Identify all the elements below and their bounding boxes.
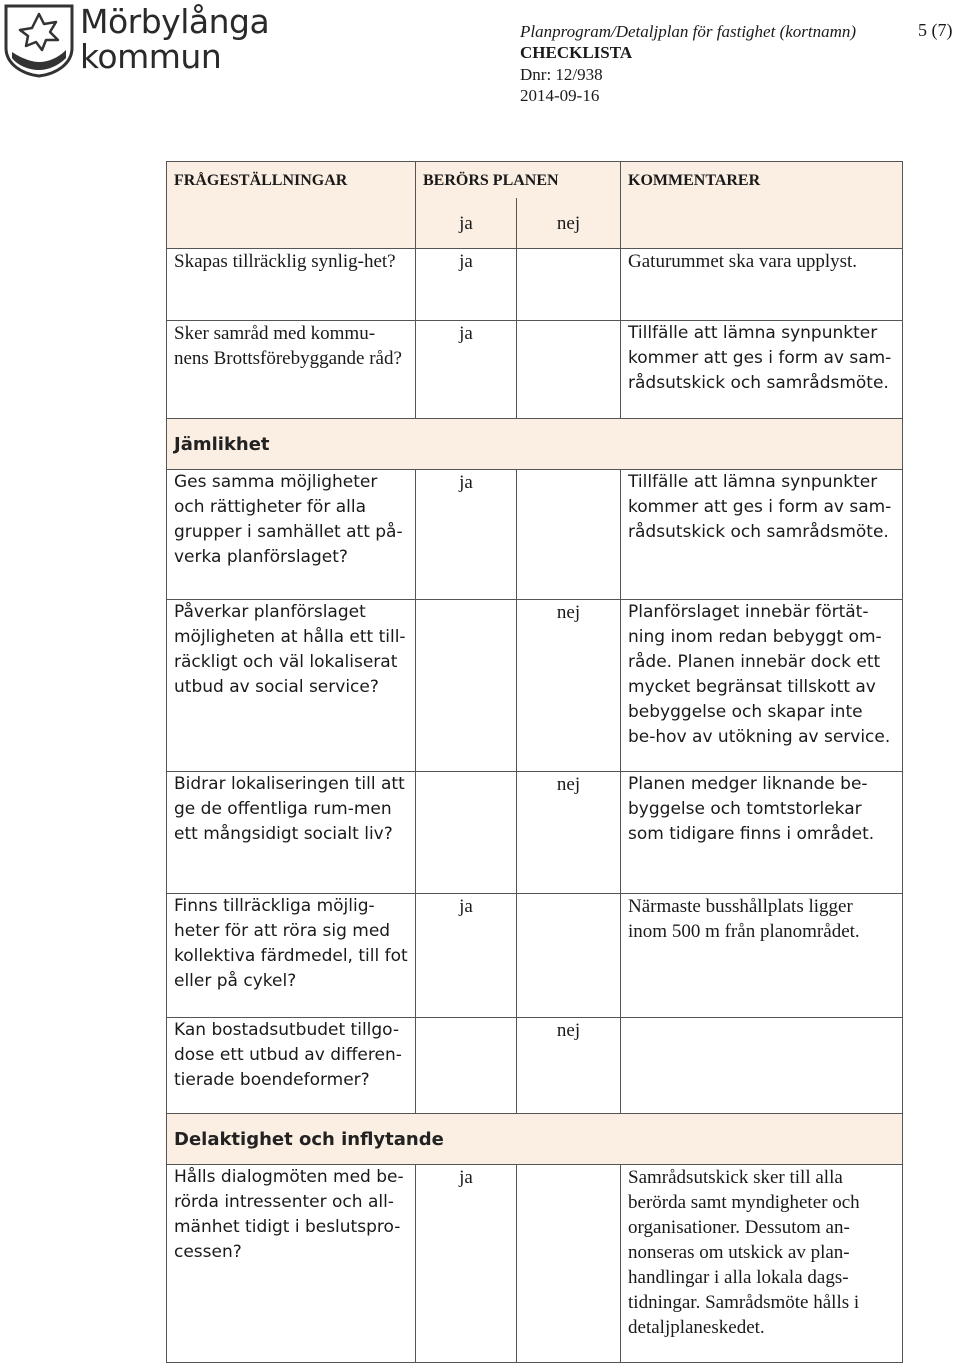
answer-no: nej <box>517 1018 621 1114</box>
answer-yes: ja <box>416 470 517 600</box>
table-header-row <box>167 162 903 199</box>
comment-cell: Planen medger liknande be-byggelse och tomtstorlekar som tidigare finns i området. <box>621 772 903 894</box>
answer-no <box>517 894 621 1018</box>
document-date: 2014-09-16 <box>520 86 600 105</box>
table-subheader-row <box>167 198 903 249</box>
question-cell: Bidrar lokaliseringen till att ge de offentliga rum-men ett mångsidigt socialt liv? <box>167 772 416 894</box>
table-row <box>167 321 903 419</box>
question-cell: Sker samråd med kommu-nens Brottsförebyggande råd? <box>167 321 416 419</box>
col-header-affects: BERÖRS PLANEN <box>416 162 621 199</box>
table-row <box>167 470 903 600</box>
comment-cell: Tillfälle att lämna synpunkter kommer att ges i form av sam-rådsutskick och samrådsmöte. <box>621 470 903 600</box>
table-row <box>167 894 903 1018</box>
table-row <box>167 600 903 772</box>
doc-type: CHECKLISTA <box>520 43 633 62</box>
comment-cell <box>621 1018 903 1114</box>
col-header-comments: KOMMENTARER <box>621 162 903 199</box>
answer-no: nej <box>517 772 621 894</box>
answer-yes: ja <box>416 249 517 321</box>
comment-cell: Planförslaget innebär förtät-ning inom redan bebyggt om-råde. Planen innebär dock ett mycket begränsat tillskott av bebyggelse och skapar inte be-hov av utökning av service. <box>621 600 903 772</box>
answer-yes <box>416 600 517 772</box>
document-title: Planprogram/Detaljplan för fastighet (kortnamn) <box>520 22 857 41</box>
question-cell: Skapas tillräcklig synlig-het? <box>167 249 416 321</box>
table-row <box>167 1165 903 1363</box>
answer-yes <box>416 772 517 894</box>
brand-line-2: kommun <box>80 37 222 76</box>
answer-no <box>517 321 621 419</box>
col-header-questions: FRÅGESTÄLLNINGAR <box>167 162 416 199</box>
answer-yes: ja <box>416 1165 517 1363</box>
answer-no: nej <box>517 600 621 772</box>
comment-cell: Gaturummet ska vara upplyst. <box>621 249 903 321</box>
question-cell: Kan bostadsutbudet tillgo-dose ett utbud av differen-tierade boendeformer? <box>167 1018 416 1114</box>
checklist-table <box>166 161 903 1363</box>
section-title: Delaktighet och inflytande <box>167 1114 903 1165</box>
answer-yes: ja <box>416 894 517 1018</box>
brand-wordmark <box>80 4 269 74</box>
section-row-jamlikhet <box>167 419 903 470</box>
question-cell: Påverkar planförslaget möjligheten at hålla ett till-räckligt och väl lokaliserat utbud av social service? <box>167 600 416 772</box>
answer-no <box>517 1165 621 1363</box>
comment-cell: Närmaste busshållplats ligger inom 500 m från planområdet. <box>621 894 903 1018</box>
municipality-logo <box>4 4 74 78</box>
answer-no <box>517 249 621 321</box>
section-row-delaktighet <box>167 1114 903 1165</box>
brand-line-1: Mörbylånga <box>80 2 270 41</box>
section-title: Jämlikhet <box>167 419 903 470</box>
col-header-no: nej <box>517 198 621 249</box>
col-header-yes: ja <box>416 198 517 249</box>
table-row <box>167 772 903 894</box>
answer-yes: ja <box>416 321 517 419</box>
page-number: 5 (7) <box>918 20 953 40</box>
table-row <box>167 1018 903 1114</box>
question-cell: Finns tillräckliga möjlig-heter för att röra sig med kollektiva färdmedel, till fot eller på cykel? <box>167 894 416 1018</box>
comment-cell: Samrådsutskick sker till alla berörda samt myndigheter och organisationer. Dessutom an-nonseras om utskick av plan-handlingar i alla lokala dags-tidningar. Samrådsmöte hålls i detaljplaneskedet. <box>621 1165 903 1363</box>
question-cell: Hålls dialogmöten med be-rörda intressenter och all-mänhet tidigt i beslutspro-cessen? <box>167 1165 416 1363</box>
question-cell: Ges samma möjligheter och rättigheter för alla grupper i samhället att på-verka planförslaget? <box>167 470 416 600</box>
table-row <box>167 249 903 321</box>
diary-number: Dnr: 12/938 <box>520 65 603 84</box>
answer-no <box>517 470 621 600</box>
answer-yes <box>416 1018 517 1114</box>
comment-cell: Tillfälle att lämna synpunkter kommer att ges i form av sam-rådsutskick och samrådsmöte. <box>621 321 903 419</box>
